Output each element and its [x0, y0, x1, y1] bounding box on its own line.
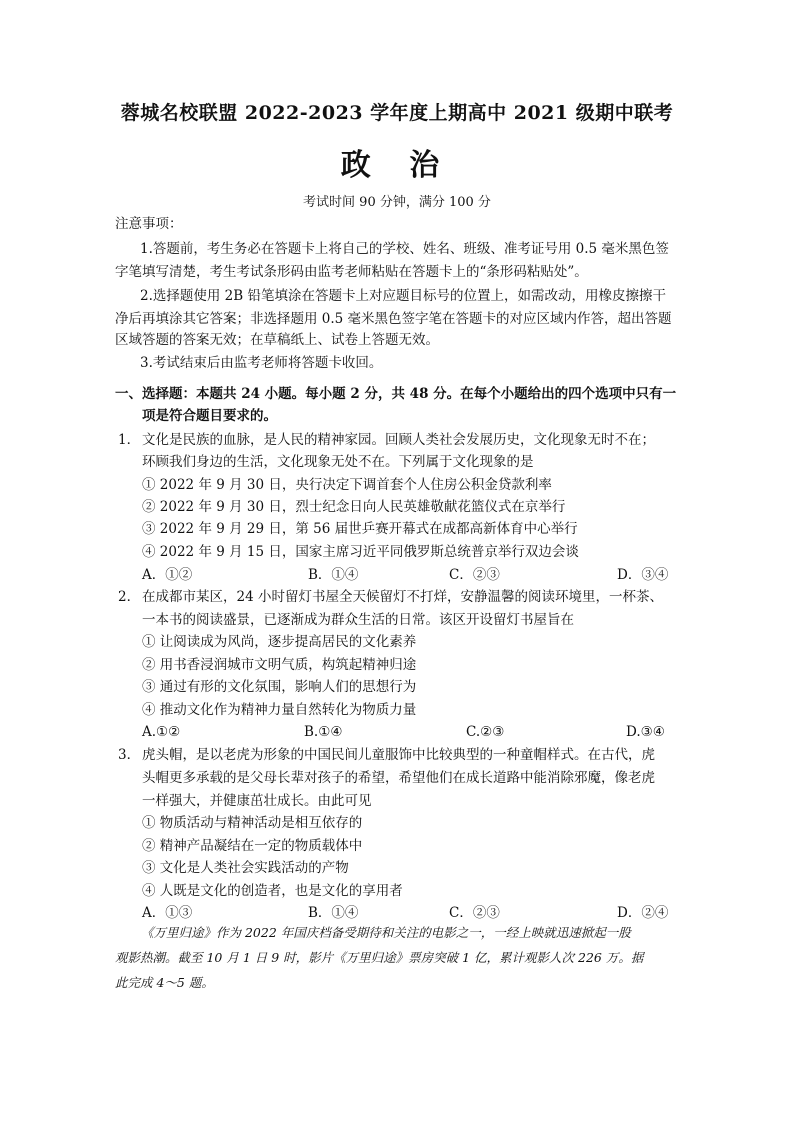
question-number: 1． [118, 432, 141, 448]
exam-title: 蓉城名校联盟 2022-2023 学年度上期高中 2021 级期中联考 [120, 102, 674, 124]
question-item: ④ 人既是文化的创造者，也是文化的享用者 [142, 883, 403, 899]
question-item: ① 让阅读成为风尚，逐步提高居民的文化素养 [142, 634, 417, 650]
section-header: 一、选择题：本题共 24 小题。每小题 2 分，共 48 分。在每个小题给出的四个选项中只有一 [115, 386, 677, 402]
option-c: C．②③ [449, 905, 500, 921]
option-a: A．①② [142, 567, 193, 583]
notes-line: 3.考试结束后由监考老师将答题卡收回。 [140, 355, 383, 371]
question-stem: 文化是民族的血脉，是人民的精神家园。回顾人类社会发展历史，文化现象无时不在； [142, 432, 655, 448]
question-item: ① 2022 年 9 月 30 日，央行决定下调首套个人住房公积金贷款利率 [142, 477, 552, 493]
option-b: B．①④ [308, 567, 359, 583]
question-stem: 一样强大，并健康茁壮成长。由此可见 [142, 793, 372, 809]
question-item: ② 用书香浸润城市文明气质，构筑起精神归途 [142, 657, 417, 673]
question-stem: 虎头帽，是以老虎为形象的中国民间儿童服饰中比较典型的一种童帽样式。在古代，虎 [142, 747, 655, 763]
material-line: 观影热潮。截至 10 月 1 日 9 时，影片《万里归途》票房突破 1 亿，累计观影人次 226 万。据 [115, 950, 644, 965]
question-stem: 在成都市某区，24 小时留灯书屋全天候留灯不打烊，安静温馨的阅读环境里，一杯茶、 [142, 589, 663, 605]
question-item: ① 物质活动与精神活动是相互依存的 [142, 815, 363, 831]
option-c: C.②③ [466, 724, 505, 740]
material-line: 《万里归途》作为 2022 年国庆档备受期待和关注的电影之一，一经上映就迅速掀起一股 [141, 925, 631, 940]
subject-title: 政 治 [340, 148, 454, 183]
option-d: D．③④ [617, 567, 669, 583]
notes-line: 字笔填写清楚，考生考试条形码由监考老师粘贴在答题卡上的“条形码粘贴处”。 [115, 264, 588, 280]
option-d: D.③④ [626, 724, 665, 740]
notes-line: 1.答题前，考生务必在答题卡上将自己的学校、姓名、班级、准考证号用 0.5 毫米黑色签 [140, 241, 669, 257]
question-number: 2． [118, 589, 141, 605]
option-a: A．①③ [142, 905, 193, 921]
question-item: ③ 文化是人类社会实践活动的产物 [142, 860, 349, 876]
option-b: B．①④ [308, 905, 359, 921]
option-a: A.①② [142, 724, 181, 740]
question-item: ④ 推动文化作为精神力量自然转化为物质力量 [142, 702, 417, 718]
question-item: ② 精神产品凝结在一定的物质载体中 [142, 838, 363, 854]
notes-line: 净后再填涂其它答案；非选择题用 0.5 毫米黑色签字笔在答题卡的对应区域内作答，超出答题 [115, 311, 672, 327]
question-item: ② 2022 年 9 月 30 日，烈士纪念日向人民英雄敬献花篮仪式在京举行 [142, 499, 566, 515]
exam-info: 考试时间 90 分钟，满分 100 分 [303, 195, 491, 210]
option-b: B.①④ [304, 724, 343, 740]
option-c: C．②③ [449, 567, 500, 583]
material-line: 此完成 4～5 题。 [115, 975, 214, 990]
question-stem: 环顾我们身边的生活，文化现象无处不在。下列属于文化现象的是 [142, 454, 534, 470]
question-item: ③ 2022 年 9 月 29 日，第 56 届世乒赛开幕式在成都高新体育中心举行 [142, 521, 578, 537]
notes-line: 2.选择题使用 2B 铅笔填涂在答题卡上对应题目标号的位置上，如需改动，用橡皮擦擦干 [140, 288, 666, 304]
notes-heading: 注意事项： [115, 216, 183, 232]
question-stem: 一本书的阅读盛景，已逐渐成为群众生活的日常。该区开设留灯书屋旨在 [142, 612, 574, 628]
question-item: ④ 2022 年 9 月 15 日，国家主席习近平同俄罗斯总统普京举行双边会谈 [142, 544, 579, 560]
section-header-cont: 项是符合题目要求的。 [142, 408, 277, 424]
question-number: 3． [118, 747, 141, 763]
option-d: D．②④ [617, 905, 669, 921]
notes-line: 区域答题的答案无效；在草稿纸上、试卷上答题无效。 [115, 332, 439, 348]
question-item: ③ 通过有形的文化氛围，影响人们的思想行为 [142, 679, 417, 695]
question-stem: 头帽更多承载的是父母长辈对孩子的希望，希望他们在成长道路中能消除邪魔，像老虎 [142, 770, 655, 786]
